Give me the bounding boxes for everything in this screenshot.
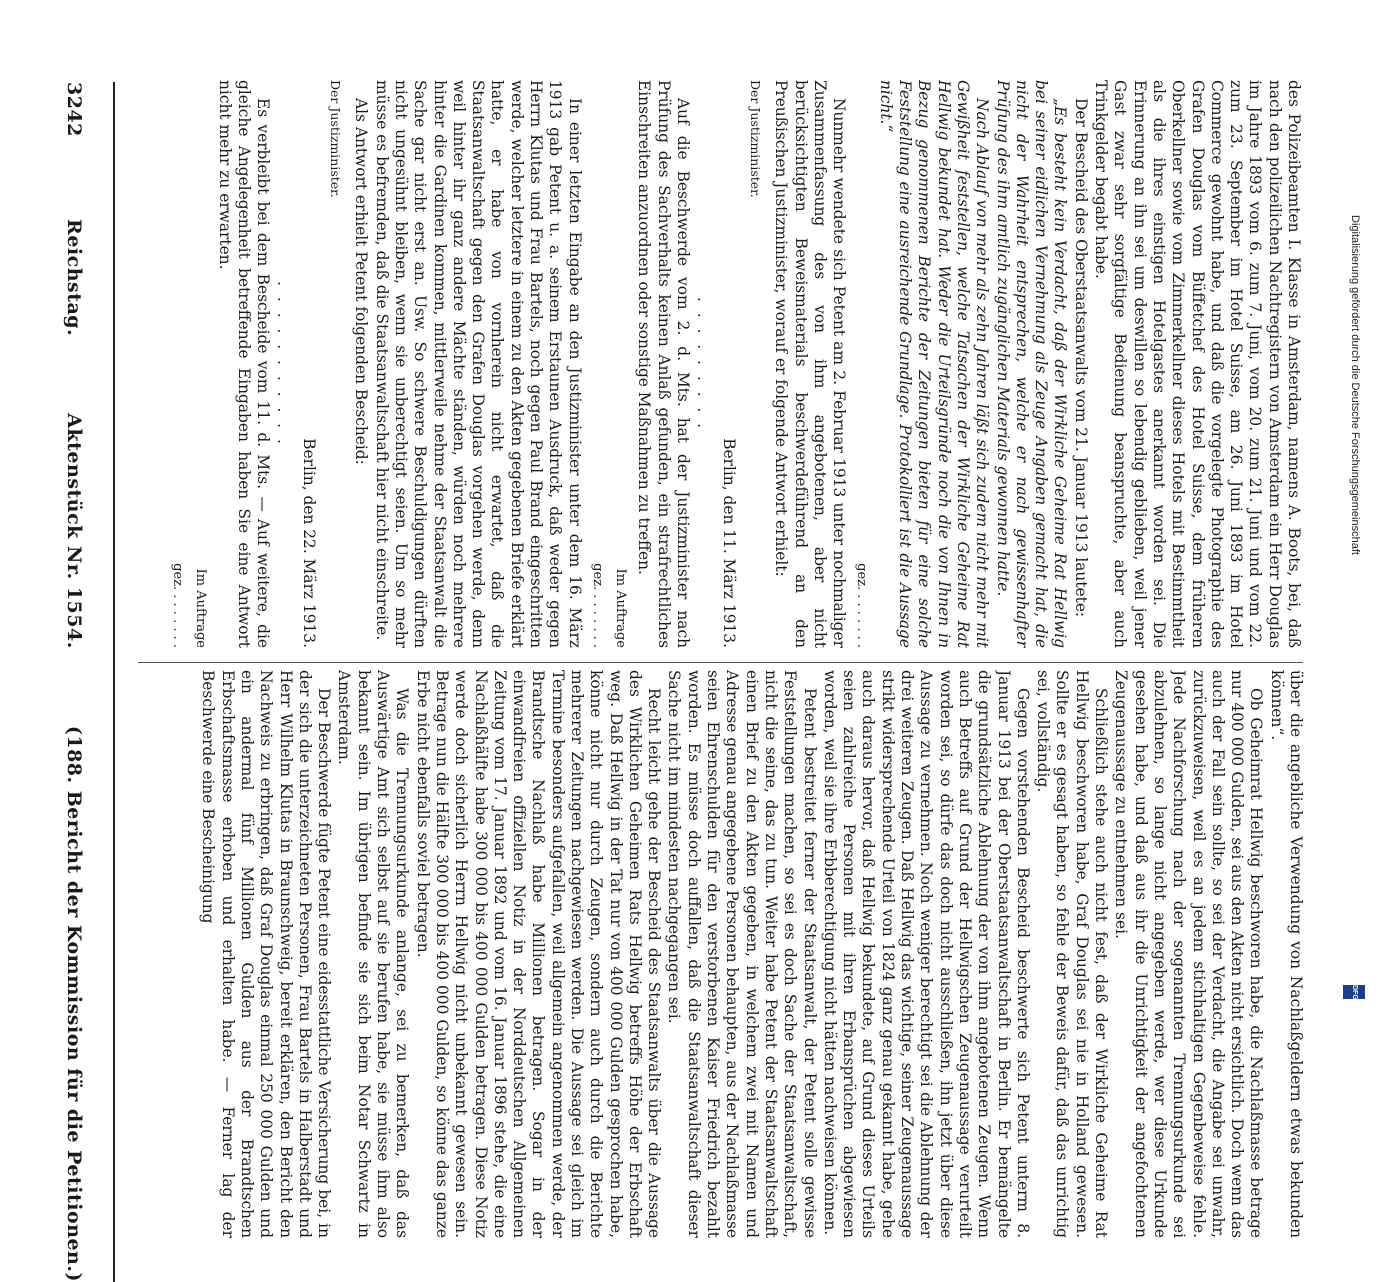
column-divider [138, 662, 1303, 663]
quoted-paragraph: Nach Ablauf von mehr als zehn Jahren läßt sich zudem nicht mehr mit Gewißheit feststellen, welche Tatsachen der Wirkliche Geheime Rat Hellwig bekundet hat. Weder die Urteilsgründe noch die von Ihnen in Bezug genommenen Berichte der Zeitungen bieten für eine solche Feststellung eine ausreichende Grundlage. Protokolliert ist die Aussage nicht.“ [876, 80, 992, 648]
signature-title: Im Auftrage [193, 568, 209, 648]
paragraph: Nunmehr wendete sich Petent am 2. Februar 1913 unter nochmaliger Zusammenfassung des von ihm angebotenen, aber nicht berücksichtigten Beweismaterials beschwerdeführend an den Preußischen Justizminister, worauf er folgende Antwort erhielt: [772, 80, 849, 648]
paragraph: Recht leicht gehe der Bescheid des Staatsanwalts über die Aussage des Wirklichen Geheimen Rats Hellwig betreffs Höhe der Erbschaft weg. Daß Hellwig in der Tat nur von 400 000 Gulden gesprochen habe, könne nicht nur durch Zeugen, sondern auch durch die Berichte mehrerer Zeitungen nachgewiesen werden. Die Aussage sei gleich im Termine besonders aufgefallen, weil allgemein angenommen werde, der Brandtsche Nachlaß habe Millionen betragen. Sogar in der einwandfreien offiziellen Notiz in der Norddeutschen Allgemeinen Zeitung vom 17. Januar 1892 und vom 16. Januar 1896 stehe, die eine Nachlaßhälfte habe 300 000 bis 400 000 Gulden betragen. Diese Notiz werde doch sicherlich Herrn Hellwig nicht unbekannt gewesen sein. Betrage nun die Hälfte 300 000 bis 400 000 Gulden, so könne das ganze Erbe nicht ebenfalls soviel betragen. [413, 670, 664, 1238]
header-rule [113, 82, 115, 1282]
dateline: Berlin, den 22. März 1913. [299, 438, 318, 648]
page-number: 3242 [63, 82, 85, 137]
paragraph: Petent bestreitet ferner der Staatsanwalt, der Petent solle gewisse Feststellungen machen, so sei es doch Sache der Staatsanwaltschaft, nicht die seine, das zu tun. Weiter habe Petent der Staatsanwaltschaft einen Brief zu den Akten gegeben, in welchem zwei mit Namen und Adresse genau angegebene Personen behaupten, aus der Nachlaßmasse seien Ehrenschulden für den verstorbenen Kaiser Friedrich bezahlt worden. Es müsse doch auffallen, daß die Staatsanwaltschaft dieser Sache nicht im mindesten nachgegangen sei. [665, 670, 819, 1238]
paragraph: Als Antwort erhielt Petent folgenden Bescheid: [352, 98, 371, 465]
signature: gez. . . . . . . . [169, 563, 185, 648]
omission-dots: . . . . . . . . . [694, 296, 713, 432]
text-column-right [133, 80, 1303, 648]
paragraph: Der Beschwerde fügte Petent eine eidesstattliche Versicherung bei, in der sich die unterzeichneten Personen, Frau Bartels in Halberstadt und Herr Wilhelm Klutas in Braunschweig, bereit erklären, den Bericht den Nachweis zu erbringen, daß Graf Douglas einmal 250 000 Gulden und ein andermal fünf Millionen Gulden aus der Brandtschen Erbschaftsmasse erhoben und erhalten habe. — Ferner lag der Beschwerde eine Bescheinigung [199, 670, 334, 1238]
paragraph: Es verbleibt bei dem Bescheide vom 11. d. Mts. — Auf weitere, die gleiche Angelegenheit betreffende Eingaben haben Sie eine Antwort nicht mehr zu erwarten. [215, 80, 273, 648]
dateline: Berlin, den 11. März 1913. [719, 438, 738, 648]
paragraph: über die angebliche Verwendung von Nachlaßgeldern etwas bekunden können“. [1267, 670, 1305, 1238]
running-head [55, 82, 93, 1282]
paragraph: Ob Geheimrat Hellwig beschworen habe, die Nachlaßmasse betrage nur 400 000 Gulden, sei aus den Akten nicht ersichtlich. Doch wenn das auch der Fall sein sollte, so sei der Verdacht, die Angabe sei unwahr, zurückzuweisen, weil es an jedem stichhaltigen Gegenbeweise fehle. Jede Nachforschung nach der sogenannten Trennungsurkunde sei abzulehnen, so lange nicht angegeben werde, wer diese Urkunde gesehen habe, und daß aus ihr die Unrichtigkeit der angefochtenen Zeugenaussage zu entnehmen sei. [1112, 670, 1266, 1238]
paragraph: Schließlich stehe auch nicht fest, daß der Wirkliche Geheime Rat Hellwig beschworen habe, Graf Douglas sei nie in Holland gewesen. Sollte er es gesagt haben, so fehle der Beweis dafür, daß das unrichtig sei, vollständig. [1034, 670, 1111, 1238]
signature: gez. . . . . . . . [854, 563, 870, 648]
paragraph: Auf die Beschwerde vom 2. d. Mts. hat der Justizminister nach Prüfung des Sachverhalts keinen Anlaß gefunden, ein strafrechtliches Einschreiten anzuordnen oder sonstige Maßnahmen zu treffen. [635, 80, 693, 648]
document-number: Aktenstück Nr. 1554. [63, 413, 85, 649]
sender-line: Der Justizminister. [747, 80, 763, 198]
quoted-paragraph: „Es besteht kein Verdacht, daß der Wirkliche Geheime Rat Hellwig bei seiner eidlichen Vernehmung als Zeuge Angaben gemacht hat, die nicht der Wahrheit entsprechen, welche er nach gewissenhafter Prüfung des ihm amtlich zugänglichen Materials gewonnen hatte. [993, 80, 1070, 648]
sender-line: Der Justizminister. [328, 80, 344, 198]
section-title: (188. Bericht der Kommission für die Petitionen.) [63, 725, 85, 1282]
paragraph: In einer letzten Eingabe an den Justizminister unter dem 16. März 1913 gab Petent u. a. seinem Erstaunen Ausdruck, daß weder gegen Herrn Klutas und Frau Bartels, noch gegen Paul Brand eingeschritten werde, welcher letztere in einem zu den Akten gegebenen Briefe erklärt hatte, er habe von vornherein nicht erwartet, daß die Staatsanwaltschaft gegen den Grafen Douglas vorgehen werde, denn weil hinter ihr ganz andere Mächte ständen, würden noch mehrere hinter die Gardinen kommen, mittlerweile nehme der Staatsanwalt die Sache gar nicht erst an. Usw. So schwere Beschuldigungen dürften nicht ungesühnt bleiben, wenn sie unberechtigt seien. Um so mehr müsse es befremden, daß die Staatsanwaltschaft hier nicht einschreite. [372, 80, 584, 648]
text-column-left [130, 670, 1305, 1238]
signature: gez. . . . . . . . [589, 563, 605, 648]
dfg-logo-icon: DFG [1343, 985, 1365, 999]
paragraph: des Polizeibeamten I. Klasse in Amsterdam, namens A. Boots, bei, daß nach den polizeilichen Nachtregistern von Amsterdam ein Herr Douglas im Jahre 1893 vom 6. zum 7. Juni, vom 20. zum 21. Juni und vom 22. zum 23. September im Hotel Suisse, am 26. Juni 1893 im Hotel Commerce gewohnt habe, und daß die vorgelegte Photographie des Grafen Douglas vom Büffetchef des Hotel Suisse, dem früheren Oberkellner sowie vom Zimmerkellner dieses Hotels mit Bestimmtheit als die ihres einstigen Hotelgastes anerkannt worden sei. Die Erinnerung an ihn sei um deswillen so lebendig geblieben, weil jener Gast zwar sehr sorgfältige Bedienung beanspruchte, aber auch Trinkgelder begabt habe. [1092, 80, 1303, 648]
paragraph: Was die Trennungsurkunde anlange, sei zu bemerken, daß das Auswärtige Amt sich selbst auf sie berufen habe, sie müsse ihm also bekannt sein. Im übrigen befinde sie sich beim Notar Schwartz in Amsterdam. [335, 670, 412, 1238]
paragraph: Der Bescheid des Oberstaatsanwalts vom 21. Januar 1913 lautete: [1071, 98, 1090, 618]
digitization-credit: Digitalisierung gefördert durch die Deutsche Forschungsgemeinschaft [1349, 215, 1361, 555]
journal-title: Reichstag. [63, 219, 85, 337]
omission-dots: . . . . . . . . . . . [274, 281, 293, 447]
paragraph: Gegen vorstehenden Bescheid beschwerte sich Petent unterm 8. Januar 1913 bei der Oberstaatsanwaltschaft in Berlin. Er bemängelte die grundsätzliche Ablehnung der von ihm angebotenen Zeugen. Wenn auch Betreffs auf Grund der Hellwigschen Zeugenaussage verurteilt worden sei, so dürfe das doch nicht ausschließen, ihn jetzt über diese Aussage zu vernehmen. Noch weniger berechtigt sei die Ablehnung der drei weiteren Zeugen. Daß Hellwig das wichtige, seiner Zeugenaussage strikt widersprechende Urteil von 1824 ganz genau gekannt habe, gehe auch daraus hervor, daß Hellwig bekundete, auf Grund dieses Urteils seien zahlreiche Personen mit ihren Erbansprüchen abgewiesen worden, weil sie ihre Erbberechtigung nicht hätten nachweisen können. [820, 670, 1032, 1238]
signature-title: Im Auftrage [613, 568, 629, 648]
